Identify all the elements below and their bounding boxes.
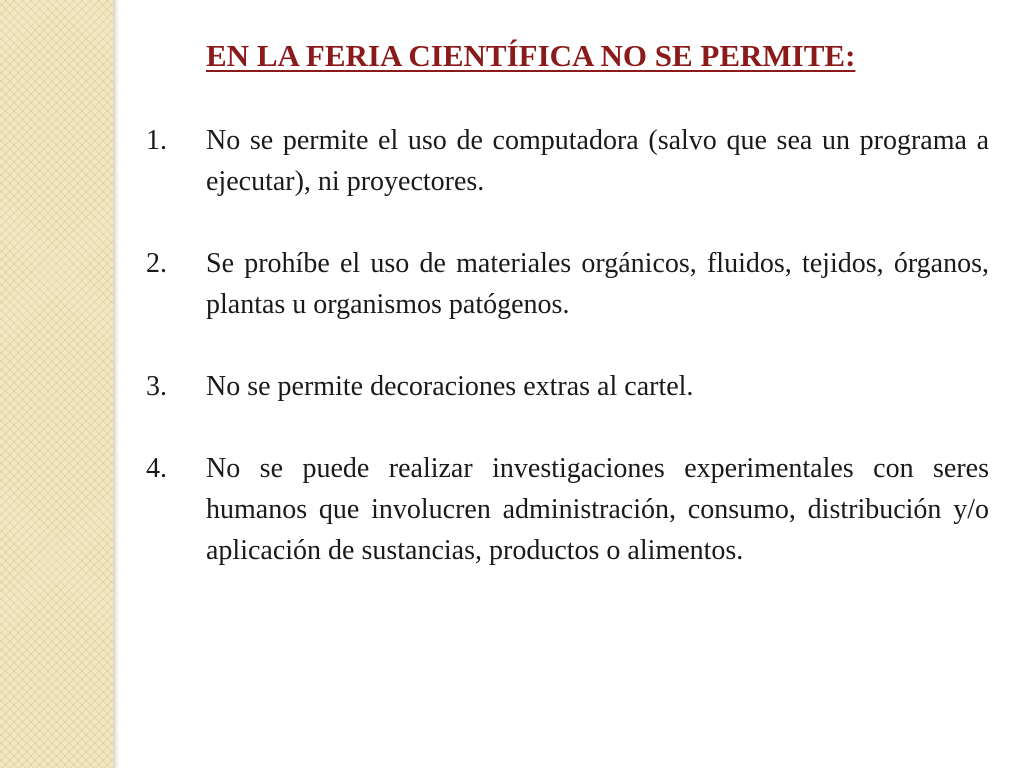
rule-text: No se permite decoraciones extras al cartel. [206, 371, 694, 402]
rule-item [146, 366, 989, 407]
rule-number: 3. [146, 371, 167, 402]
slide-title: EN LA FERIA CIENTÍFICA NO SE PERMITE: [206, 38, 856, 73]
rule-item [146, 243, 989, 325]
rule-number: 1. [146, 125, 167, 156]
rule-text: No se puede realizar investigaciones experimentales con seres humanos que involucren administración, consumo, distribución y/o aplicación de sustancias, productos o alimentos. [206, 453, 989, 566]
rule-number: 2. [146, 248, 167, 279]
rules-list [146, 120, 989, 612]
rule-item [146, 120, 989, 202]
side-band-shadow [113, 0, 119, 768]
rule-item [146, 448, 989, 571]
rule-number: 4. [146, 453, 167, 484]
rule-text: Se prohíbe el uso de materiales orgánicos, fluidos, tejidos, órganos, plantas u organismos patógenos. [206, 248, 989, 320]
rule-text: No se permite el uso de computadora (salvo que sea un programa a ejecutar), ni proyectores. [206, 125, 989, 197]
decorative-side-band [0, 0, 113, 768]
